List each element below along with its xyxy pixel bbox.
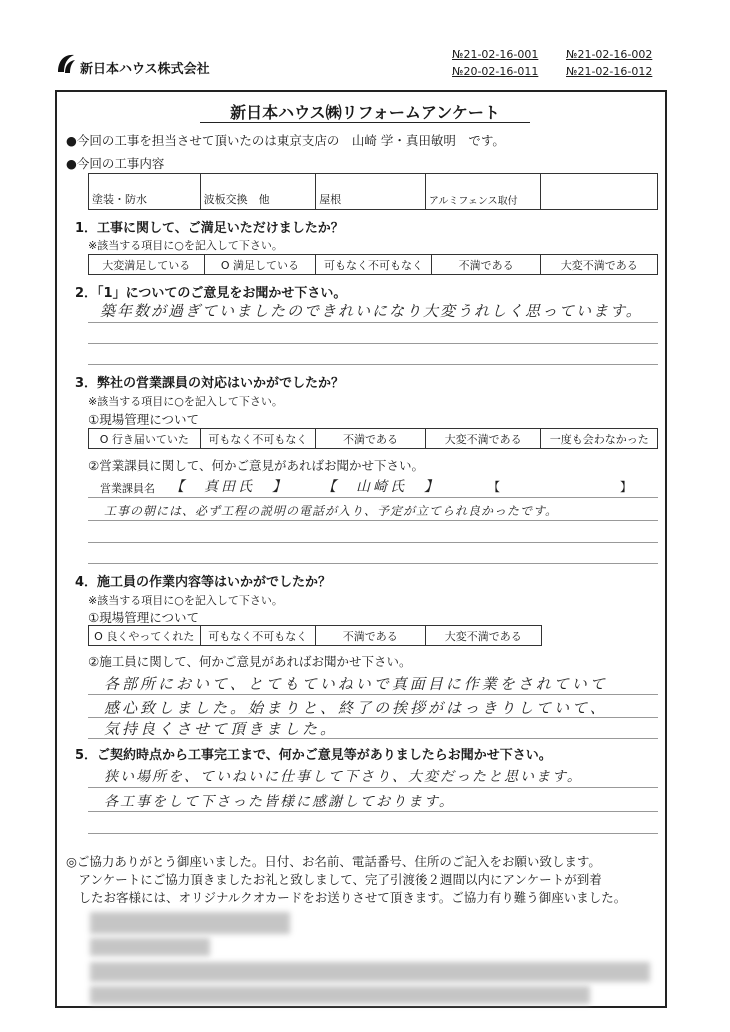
form-title: 新日本ハウス㈱リフォームアンケート xyxy=(230,103,500,122)
q3-sub1: ①現場管理について xyxy=(88,412,199,427)
q4-options xyxy=(88,625,542,646)
staff-name: 【 山崎氏 】 xyxy=(322,479,441,495)
q4-option: 可もなく不可もなく xyxy=(201,626,316,645)
answer-line xyxy=(88,563,658,564)
q1-note: ※該当する項目に○を記入して下さい。 xyxy=(88,239,283,252)
work-item: 塗装・防水 xyxy=(89,174,201,209)
redacted-customer-info xyxy=(90,962,650,982)
staff-name: 【 】 xyxy=(488,480,633,494)
answer-line xyxy=(88,787,658,788)
q4-answer-line: 気持良くさせて頂きました。 xyxy=(104,720,339,738)
q4-answer-line: 各部所において、とてもていねいで真面目に作業をされていて xyxy=(104,675,608,693)
footer-line: アンケートにご協力頂きましたお礼と致しまして、完了引渡後２週間以内にアンケートが到着 xyxy=(66,872,602,887)
q3-option: 一度も会わなかった xyxy=(549,432,649,446)
q3-note: ※該当する項目に○を記入して下さい。 xyxy=(88,395,283,408)
q1-option: 大変満足している xyxy=(89,255,205,274)
q3-option: 可もなく不可もなく xyxy=(201,429,317,448)
q5-answer-line: 各工事をして下さった皆様に感謝しております。 xyxy=(104,794,455,810)
q1-option: 不満である xyxy=(432,255,542,274)
q1-option: 可もなく不可もなく xyxy=(316,255,432,274)
answer-line xyxy=(88,343,658,344)
q3-sub2: ②営業課員に関して、何かご意見があればお聞かせ下さい。 xyxy=(88,458,424,473)
answer-line xyxy=(88,542,658,543)
redacted-customer-info xyxy=(90,912,290,934)
footer-line: ◎ご協力ありがとう御座いました。日付、お名前、電話番号、住所のご記入をお願い致します。 xyxy=(66,854,601,869)
work-item: 屋根 xyxy=(316,174,426,209)
q4-option: 不満である xyxy=(316,626,426,645)
q4-sub1: ①現場管理について xyxy=(88,610,199,625)
doc-number: №21-02-16-012 xyxy=(566,65,653,78)
work-item xyxy=(541,174,657,209)
doc-number: №21-02-16-002 xyxy=(566,48,653,61)
q1-option: 大変不満である xyxy=(560,258,638,272)
answer-line xyxy=(88,322,658,323)
answer-line xyxy=(88,833,658,834)
q1-options xyxy=(88,254,658,275)
q4-option-selected: O 良くやってくれた xyxy=(89,626,201,645)
answer-line xyxy=(88,694,658,695)
work-item: アルミフェンス取付 xyxy=(426,174,542,209)
q4-answer-line: 感心致しました。始まりと、終了の挨拶がはっきりしていて、 xyxy=(104,699,608,717)
q5-answer-line: 狭い場所を、ていねいに仕事して下さり、大変だったと思います。 xyxy=(104,769,583,785)
q4-option: 大変不満である xyxy=(444,629,522,643)
q4-title: 4．施工員の作業内容等はいかがでしたか？ xyxy=(75,575,332,590)
title-underline xyxy=(200,122,530,123)
q2-title: 2．「1」についてのご意見をお聞かせ下さい。 xyxy=(75,286,347,301)
shn-logo-icon xyxy=(55,52,77,76)
answer-line xyxy=(88,497,658,498)
work-table xyxy=(88,173,658,210)
q3-option: 不満である xyxy=(316,429,426,448)
q2-answer: 築年数が過ぎていましたのできれいになり大変うれしく思っています。 xyxy=(100,302,643,320)
work-item: 波板交換 他 xyxy=(201,174,317,209)
q4-sub2: ②施工員に関して、何かご意見があればお聞かせ下さい。 xyxy=(88,654,412,669)
company-logo xyxy=(55,52,77,76)
q4-note: ※該当する項目に○を記入して下さい。 xyxy=(88,594,283,607)
answer-line xyxy=(88,520,658,521)
q1-title: 1．工事に関して、ご満足いただけましたか？ xyxy=(75,221,344,236)
company-name: 新日本ハウス株式会社 xyxy=(80,62,210,77)
q1-option-selected: O 満足している xyxy=(205,255,317,274)
doc-number: №20-02-16-011 xyxy=(452,65,539,78)
q3-option: 大変不満である xyxy=(426,429,542,448)
redacted-customer-info xyxy=(90,986,590,1004)
q3-title: 3．弊社の営業課員の対応はいかがでしたか？ xyxy=(75,376,345,391)
answer-line xyxy=(88,738,658,739)
staff-label: 営業課員名 xyxy=(100,482,155,495)
intro-text: ●今回の工事を担当させて頂いたのは東京支店の 山崎 学・真田敏明 です。 xyxy=(66,133,505,148)
footer-line: したお客様には、オリジナルクオカードをお送りさせて頂きます。ご協力有り難う御座いました。 xyxy=(66,890,627,905)
doc-number: №21-02-16-001 xyxy=(452,48,539,61)
answer-line xyxy=(88,811,658,812)
q3-option-selected: O 行き届いていた xyxy=(89,429,201,448)
staff-name: 【 真田氏 】 xyxy=(170,479,289,495)
redacted-customer-info xyxy=(90,938,210,956)
q3-options xyxy=(88,428,658,449)
answer-line xyxy=(88,364,658,365)
q3-answer: 工事の朝には、必ず工程の説明の電話が入り、予定が立てられ良かったです。 xyxy=(104,504,559,518)
q5-title: 5．ご契約時点から工事完工まで、何かご意見等がありましたらお聞かせ下さい。 xyxy=(75,748,552,763)
work-heading: ●今回の工事内容 xyxy=(66,156,165,171)
